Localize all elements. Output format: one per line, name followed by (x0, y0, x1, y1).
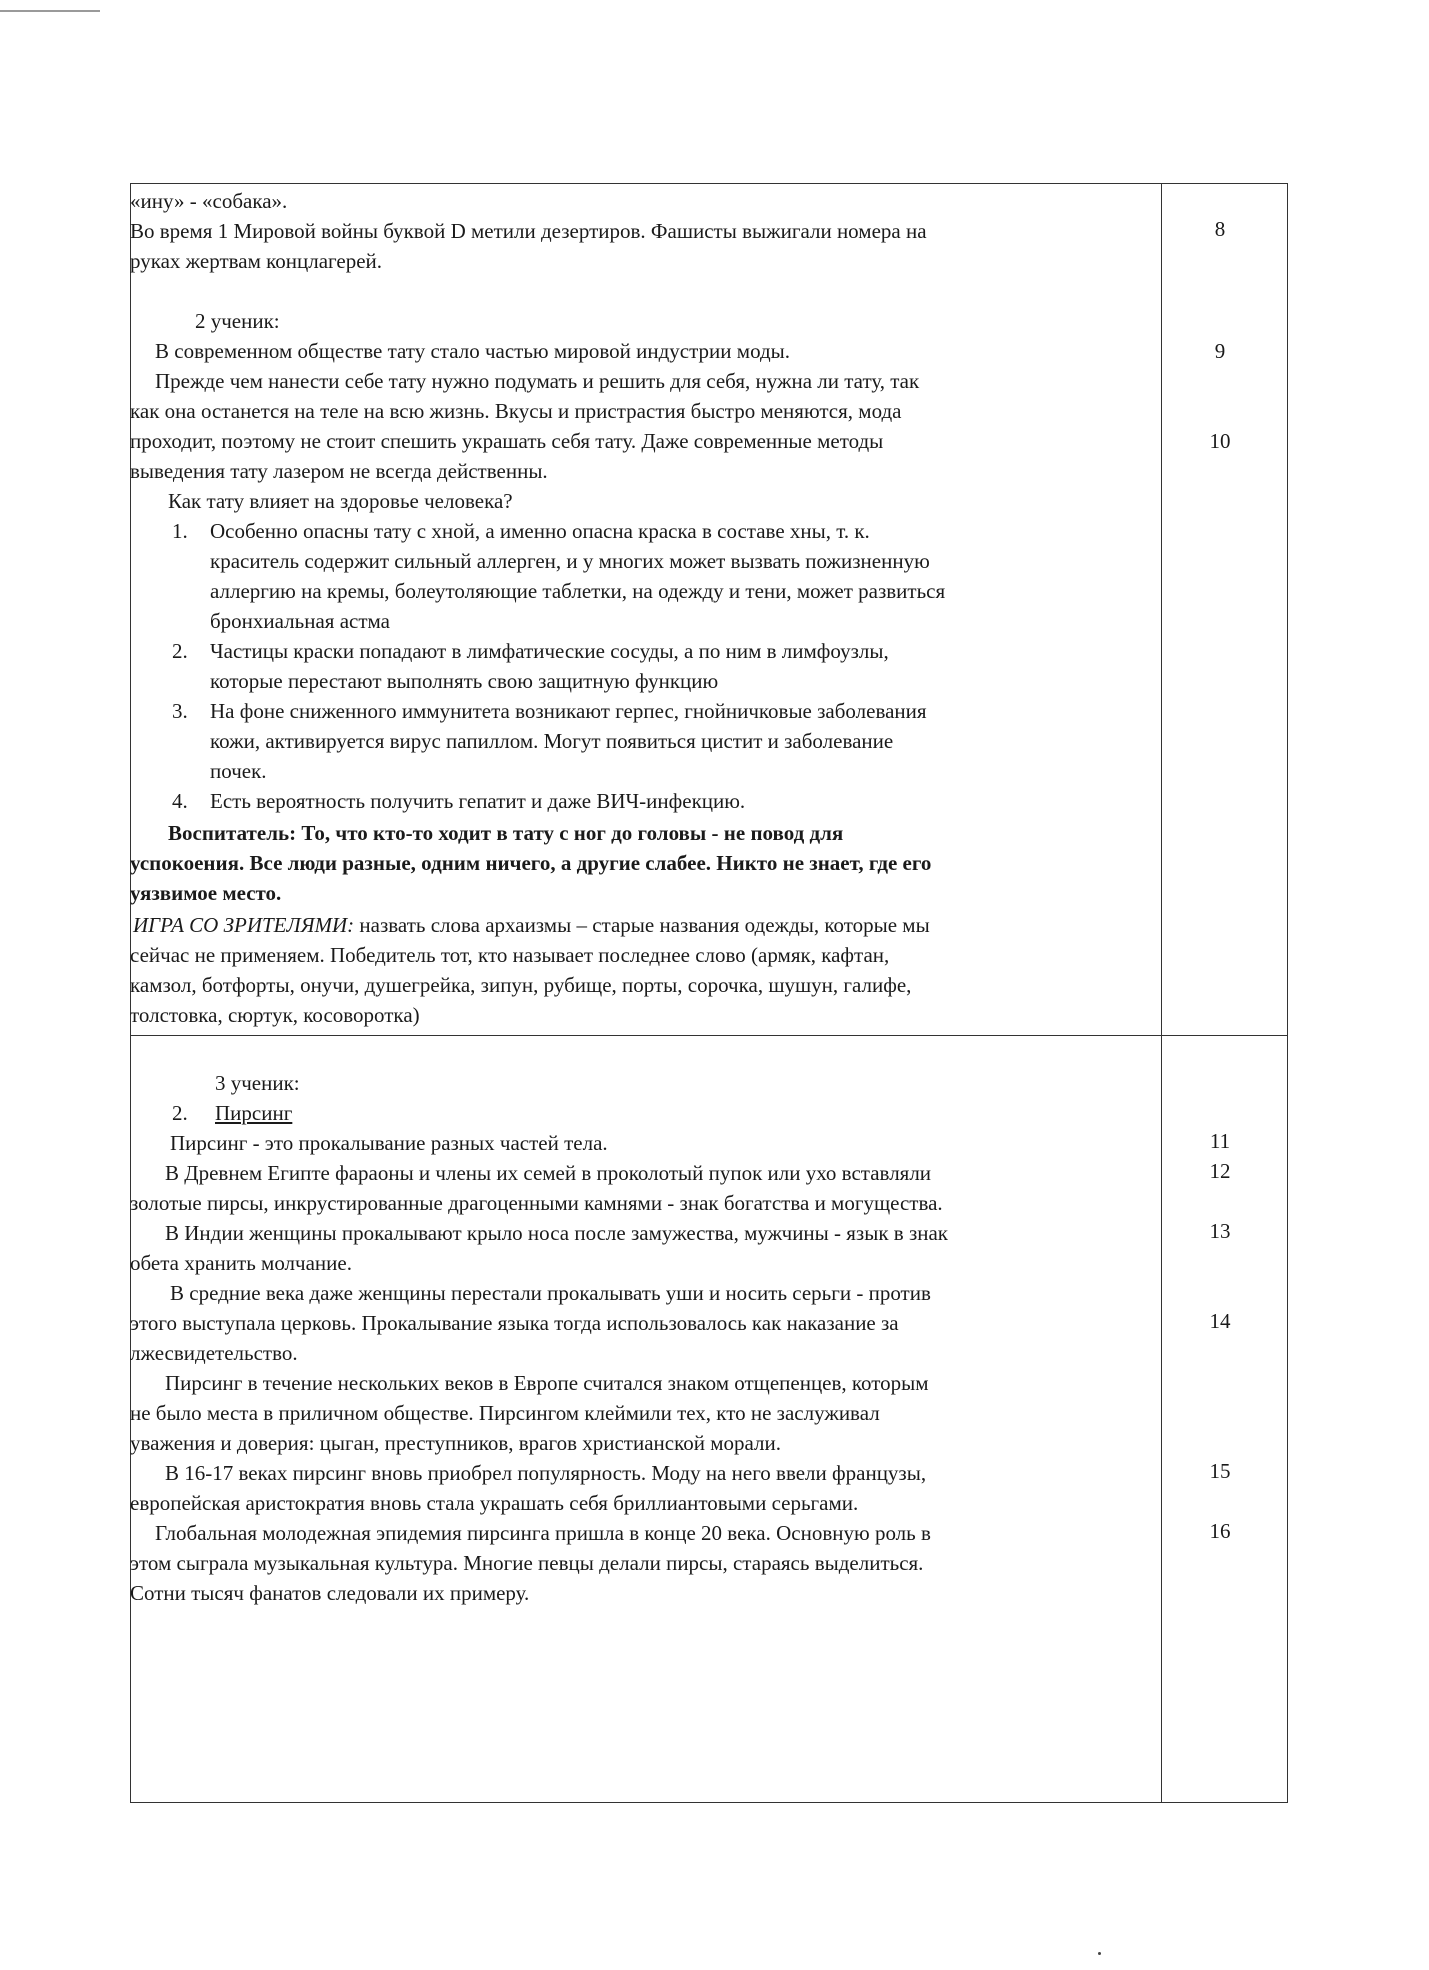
text-line: не было места в приличном обществе. Пирсингом клеймили тех, кто не заслуживал (130, 1401, 880, 1425)
slide-number: 8 (1214, 217, 1226, 241)
list-item-line: Частицы краски попадают в лимфатические сосуды, а по ним в лимфоузлы, (210, 639, 889, 663)
table-column-divider (1161, 183, 1162, 1803)
scan-edge-mark (0, 10, 100, 12)
text-line: Глобальная молодежная эпидемия пирсинга пришла в конце 20 века. Основную роль в (155, 1521, 931, 1545)
speaker-label: 2 ученик: (195, 309, 280, 333)
game-paragraph-first-line (133, 910, 930, 940)
list-item-line: краситель содержит сильный аллерген, и у многих может вызвать пожизненную (210, 549, 930, 573)
list-item-line: аллергию на кремы, болеутоляющие таблетки, на одежду и тени, может развиться (210, 579, 946, 603)
text-line: толстовка, сюртук, косоворотка) (130, 1003, 420, 1027)
text-line: этого выступала церковь. Прокалывание языка тогда использовалось как наказание за (130, 1311, 899, 1335)
list-item-line: почек. (210, 759, 267, 783)
game-text: назвать слова архаизмы – старые названия одежды, которые мы (354, 913, 930, 937)
list-number: 3. (172, 699, 188, 723)
text-line: этом сыграла музыкальная культура. Многие певцы делали пирсы, стараясь выделиться. (130, 1551, 924, 1575)
text-line: Пирсинг в течение нескольких веков в Европе считался знаком отщепенцев, которым (165, 1371, 929, 1395)
text-line: проходит, поэтому не стоит спешить украшать себя тату. Даже современные методы (130, 429, 884, 453)
list-item-line: кожи, активируется вирус папиллом. Могут появиться цистит и заболевание (210, 729, 894, 753)
text-line: лжесвидетельство. (130, 1341, 298, 1365)
text-line: уважения и доверия: цыган, преступников, врагов христианской морали. (130, 1431, 781, 1455)
text-line: обета хранить молчание. (130, 1251, 352, 1275)
text-line: Во время 1 Мировой войны буквой D метили дезертиров. Фашисты выжигали номера на (130, 219, 927, 243)
educator-remark: Воспитатель: То, что кто-то ходит в тату с ног до головы - не повод для (168, 821, 844, 845)
text-line: В средние века даже женщины перестали прокалывать уши и носить серьги - против (170, 1281, 931, 1305)
educator-remark: успокоения. Все люди разные, одним ничего, а другие слабее. Никто не знает, где его (130, 851, 932, 875)
text-line: В современном обществе тату стало частью мировой индустрии моды. (155, 339, 791, 363)
educator-remark: уязвимое место. (130, 881, 282, 905)
text-line: европейская аристократия вновь стала украшать себя бриллиантовыми серьгами. (130, 1491, 859, 1515)
speaker-label: 3 ученик: (215, 1071, 300, 1095)
list-number: 1. (172, 519, 188, 543)
text-line: золотые пирсы, инкрустированные драгоценными камнями - знак богатства и могущества. (130, 1191, 943, 1215)
text-line: сейчас не применяем. Победитель тот, кто называет последнее слово (армяк, кафтан, (130, 943, 890, 967)
text-line: Как тату влияет на здоровье человека? (168, 489, 513, 513)
list-item-line: На фоне сниженного иммунитета возникают герпес, гнойничковые заболевания (210, 699, 927, 723)
table-row-divider (130, 1035, 1288, 1036)
slide-number: 9 (1214, 339, 1226, 363)
slide-number: 16 (1209, 1519, 1231, 1543)
text-line: В Древнем Египте фараоны и члены их семей в проколотый пупок или ухо вставляли (165, 1161, 932, 1185)
section-heading: Пирсинг (215, 1101, 293, 1125)
list-item-line: Есть вероятность получить гепатит и даже ВИЧ-инфекцию. (210, 789, 746, 813)
text-line: «ину» - «собака». (130, 189, 288, 213)
text-line: руках жертвам концлагерей. (130, 249, 383, 273)
list-item-line: Особенно опасны тату с хной, а именно опасна краска в составе хны, т. к. (210, 519, 870, 543)
slide-number: 14 (1209, 1309, 1231, 1333)
text-line: выведения тату лазером не всегда действенны. (130, 459, 548, 483)
text-line: В 16-17 веках пирсинг вновь приобрел популярность. Моду на него ввели французы, (165, 1461, 927, 1485)
text-line: В Индии женщины прокалывают крыло носа после замужества, мужчины - язык в знак (165, 1221, 949, 1245)
slide-number: 13 (1209, 1219, 1231, 1243)
text-line: Прежде чем нанести себе тату нужно подумать и решить для себя, нужна ли тату, так (155, 369, 920, 393)
slide-number: 11 (1209, 1129, 1231, 1153)
text-line: Пирсинг - это прокалывание разных частей тела. (170, 1131, 608, 1155)
text-line: камзол, ботфорты, онучи, душегрейка, зипун, рубище, порты, сорочка, шушун, галифе, (130, 973, 912, 997)
list-item-line: которые перестают выполнять свою защитную функцию (210, 669, 719, 693)
game-label: ИГРА СО ЗРИТЕЛЯМИ: (133, 913, 355, 937)
list-number: 4. (172, 789, 188, 813)
list-item-line: бронхиальная астма (210, 609, 390, 633)
list-number: 2. (172, 639, 188, 663)
text-line: как она останется на теле на всю жизнь. Вкусы и пристрастия быстро меняются, мода (130, 399, 902, 423)
slide-number: 10 (1209, 429, 1231, 453)
slide-number: 12 (1209, 1159, 1231, 1183)
text-line: Сотни тысяч фанатов следовали их примеру. (130, 1581, 530, 1605)
scan-speck (1098, 1952, 1101, 1955)
list-number: 2. (172, 1101, 188, 1125)
slide-number: 15 (1209, 1459, 1231, 1483)
